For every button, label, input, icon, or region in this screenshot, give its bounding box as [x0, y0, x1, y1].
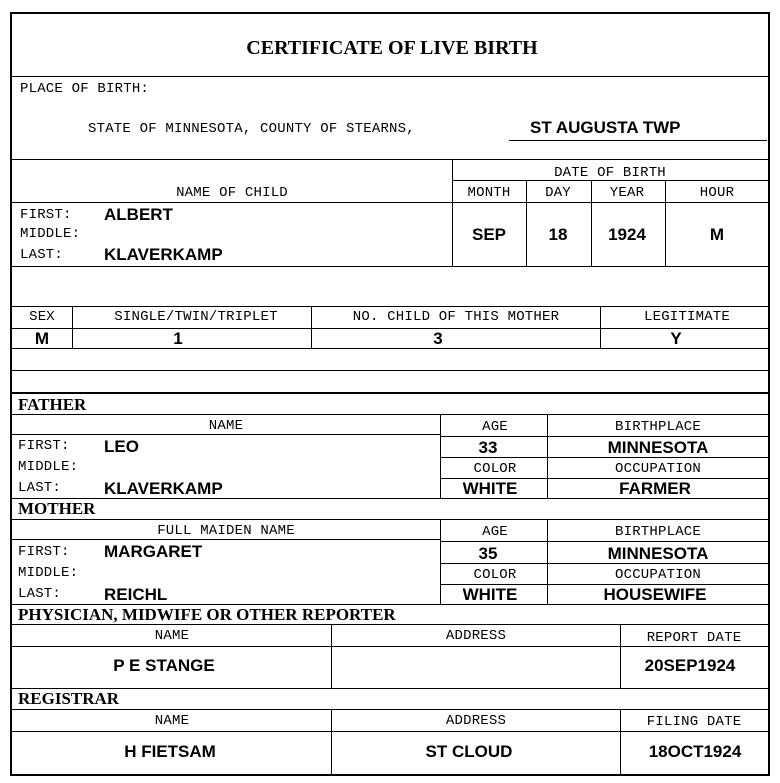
father-middle-label: MIDDLE: — [18, 459, 79, 475]
report-date: 20SEP1924 — [644, 656, 736, 675]
divider — [665, 180, 666, 266]
filing-date-header: FILING DATE — [646, 714, 742, 730]
township-underline — [509, 140, 767, 141]
birth-month: SEP — [471, 225, 507, 244]
birth-hour: M — [709, 225, 725, 244]
month-header: MONTH — [467, 185, 511, 201]
registrar-name: H FIETSAM — [124, 742, 216, 761]
divider — [547, 414, 548, 498]
divider — [72, 306, 73, 348]
filing-date: 18OCT1924 — [648, 742, 742, 761]
divider — [440, 563, 768, 564]
registrar-section-title: REGISTRAR — [18, 689, 120, 708]
father-birthplace: MINNESOTA — [607, 438, 709, 457]
mother-age: 35 — [478, 544, 498, 563]
father-occupation: FARMER — [619, 479, 691, 498]
father-color-header: COLOR — [473, 461, 517, 477]
registrar-address-header: ADDRESS — [445, 713, 507, 729]
mother-last-label: LAST: — [18, 586, 62, 602]
divider — [12, 159, 768, 160]
divider — [440, 457, 768, 458]
child-last-name: KLAVERKAMP — [104, 245, 223, 264]
child-first-label: FIRST: — [20, 207, 72, 223]
divider — [12, 539, 440, 540]
day-header: DAY — [545, 185, 571, 201]
place-of-birth-label: PLACE OF BIRTH: — [20, 81, 150, 97]
plurality-value: 1 — [173, 329, 183, 348]
father-age-header: AGE — [482, 419, 508, 435]
date-of-birth-header: DATE OF BIRTH — [554, 165, 666, 181]
father-last-name: KLAVERKAMP — [104, 479, 223, 498]
mother-color: WHITE — [462, 585, 518, 604]
divider — [311, 306, 312, 348]
divider — [12, 434, 440, 435]
certificate-title: CERTIFICATE OF LIVE BIRTH — [246, 37, 538, 59]
divider — [12, 266, 768, 267]
divider — [331, 709, 332, 774]
physician-section-title: PHYSICIAN, MIDWIFE OR OTHER REPORTER — [18, 605, 396, 624]
certificate — [10, 12, 770, 776]
registrar-address: ST CLOUD — [425, 742, 513, 761]
mother-section-title: MOTHER — [18, 499, 96, 518]
divider — [12, 688, 768, 689]
divider — [12, 519, 768, 520]
township-value: ST AUGUSTA TWP — [530, 118, 681, 137]
father-last-label: LAST: — [18, 480, 62, 496]
mother-first-name: MARGARET — [104, 542, 203, 561]
legitimate-value: Y — [670, 329, 682, 348]
year-header: YEAR — [609, 185, 645, 201]
divider — [620, 624, 621, 688]
state-county-line: STATE OF MINNESOTA, COUNTY OF STEARNS, — [88, 121, 415, 137]
mother-middle-label: MIDDLE: — [18, 565, 79, 581]
physician-address-header: ADDRESS — [445, 628, 507, 644]
divider — [12, 370, 768, 371]
divider — [12, 414, 768, 415]
mother-birthplace: MINNESOTA — [607, 544, 709, 563]
divider — [12, 76, 768, 77]
mother-occupation: HOUSEWIFE — [603, 585, 707, 604]
divider — [12, 202, 768, 203]
father-section-title: FATHER — [18, 395, 87, 414]
child-number-value: 3 — [433, 329, 443, 348]
divider — [452, 160, 453, 266]
divider — [12, 328, 768, 329]
mother-occupation-header: OCCUPATION — [614, 567, 702, 583]
divider — [547, 519, 548, 604]
father-first-label: FIRST: — [18, 438, 70, 454]
mother-first-label: FIRST: — [18, 544, 70, 560]
divider — [331, 624, 332, 688]
child-first-name: ALBERT — [104, 205, 173, 224]
divider — [12, 348, 768, 349]
divider — [12, 731, 768, 732]
divider — [600, 306, 601, 348]
divider — [526, 180, 527, 266]
physician-name-header: NAME — [154, 628, 190, 644]
birth-year: 1924 — [608, 225, 646, 244]
report-date-header: REPORT DATE — [646, 630, 742, 646]
mother-last-name: REICHL — [104, 585, 168, 604]
plurality-header: SINGLE/TWIN/TRIPLET — [114, 309, 278, 325]
divider — [440, 519, 441, 604]
child-middle-label: MIDDLE: — [20, 226, 81, 242]
divider — [12, 306, 768, 307]
mother-name-header: FULL MAIDEN NAME — [157, 523, 295, 539]
hour-header: HOUR — [699, 185, 735, 201]
mother-color-header: COLOR — [473, 567, 517, 583]
divider — [12, 392, 768, 394]
physician-name: P E STANGE — [113, 656, 215, 675]
divider — [12, 498, 768, 499]
father-birthplace-header: BIRTHPLACE — [614, 419, 702, 435]
divider — [440, 541, 768, 542]
name-of-child-header: NAME OF CHILD — [176, 185, 288, 201]
father-first-name: LEO — [104, 437, 139, 456]
registrar-name-header: NAME — [154, 713, 190, 729]
legitimate-header: LEGITIMATE — [643, 309, 731, 325]
divider — [12, 624, 768, 625]
sex-header: SEX — [29, 309, 55, 325]
father-age: 33 — [478, 438, 498, 457]
divider — [440, 414, 441, 498]
father-occupation-header: OCCUPATION — [614, 461, 702, 477]
sex-value: M — [34, 329, 50, 348]
divider — [452, 180, 768, 181]
father-color: WHITE — [462, 479, 518, 498]
birth-day: 18 — [548, 225, 568, 244]
mother-birthplace-header: BIRTHPLACE — [614, 524, 702, 540]
father-name-header: NAME — [208, 418, 244, 434]
divider — [12, 709, 768, 710]
divider — [12, 646, 768, 647]
child-number-header: NO. CHILD OF THIS MOTHER — [352, 309, 560, 325]
divider — [440, 436, 768, 437]
child-last-label: LAST: — [20, 247, 64, 263]
divider — [620, 709, 621, 774]
mother-age-header: AGE — [482, 524, 508, 540]
divider — [591, 180, 592, 266]
